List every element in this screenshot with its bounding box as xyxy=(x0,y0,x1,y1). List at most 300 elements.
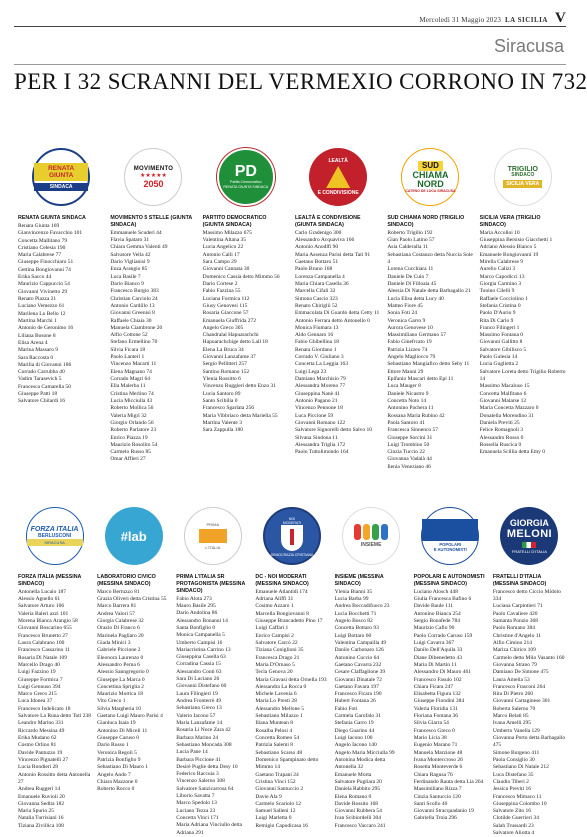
list-title: DC - NOI MODERATI (MESSINA SINDACO) xyxy=(255,574,309,587)
candidate-entry: Luciano Tezza 23 xyxy=(176,807,216,814)
candidate-entry: Mauro Basile 295 xyxy=(176,602,216,609)
candidate-entry: Carmelo Russo 85 xyxy=(110,449,151,456)
crusader-shield-icon xyxy=(281,525,303,551)
candidate-entry: Maria Calabrese 77 xyxy=(18,252,62,259)
candidate-entry: Roberto Trigilio 192 xyxy=(387,229,433,236)
candidate-entry: Paolo Lanteri 1 xyxy=(110,354,145,361)
candidate-list xyxy=(335,589,408,830)
candidate-entry: Mario Licia 38 xyxy=(413,735,447,741)
candidate-entry: Alfio Cottone 52 xyxy=(110,332,148,339)
forza-italia-logo: FORZA ITALIA BERLUSCONI SIRACUSA xyxy=(26,507,84,565)
candidate-entry: Lucia Bocchetti 71 xyxy=(334,610,377,617)
candidate-entry: Antonio de Geronimo 16 xyxy=(18,325,74,332)
candidate-entry: Luca Mauger 8 xyxy=(387,383,421,390)
candidate-entry: Giuseppe Fiondini 384 xyxy=(413,698,465,705)
candidate-entry: Franco Filingeri 1 xyxy=(479,324,520,331)
sicily-shape-icon xyxy=(199,529,227,543)
candidate-entry: Giuseppe Formica 7 xyxy=(18,676,63,683)
candidate-entry: Luigi Lega 23 xyxy=(295,368,327,375)
candidate-entry: Liliana Bosone 8 xyxy=(18,332,56,339)
top-rule xyxy=(14,26,566,27)
candidate-entry: Valeria Floridia 131 xyxy=(413,705,458,712)
list-column xyxy=(110,148,196,471)
candidate-entry: Vincenzo Pignatelli 27 xyxy=(18,756,69,763)
list-title: INSIEME (MESSINA SINDACO) xyxy=(334,574,384,587)
candidate-entry: Rosaria Li Noce Zara 42 xyxy=(176,727,231,734)
candidate-entry: Vito Greco 1 xyxy=(97,698,126,705)
candidate-entry: Concetta Mallitano 79 xyxy=(18,237,68,244)
candidate-entry: Maurizio Cappuccio 54 xyxy=(18,281,70,288)
candidate-entry: Ettore Manni 29 xyxy=(387,368,424,375)
candidate-entry: Giuseppina Nanè 41 xyxy=(295,390,340,397)
candidate-entry: Tiziana Coniglioni 35 xyxy=(255,647,304,654)
candidate-entry: Sergio Bonafede 784 xyxy=(413,618,461,624)
candidate-entry: Sonia Foti 24 xyxy=(387,310,417,317)
candidate-entry: Laura Filingieri 19 xyxy=(176,690,218,697)
candidate-entry: Salvatore Chilardi 16 xyxy=(18,398,66,405)
candidate-entry: Salvatore Pugliara 20 xyxy=(334,778,382,785)
candidate-entry: Liborio Savatta 7 xyxy=(176,793,215,800)
candidate-entry: Umberto Campisi 16 xyxy=(176,639,223,646)
paper-name: LA SICILIA xyxy=(505,16,548,24)
candidate-entry: Gaetano Favara 197 xyxy=(334,683,379,690)
candidate-entry: Concetta Romeo 54 xyxy=(255,735,300,741)
candidate-entry: Paolo Tuttolimondo 164 xyxy=(295,449,349,456)
candidate-entry: Luigi Fazzino 19 xyxy=(18,669,56,676)
candidate-entry: Giovanni Greenisi 8 xyxy=(110,310,155,317)
candidate-entry: Francesca Camarella 50 xyxy=(18,383,71,390)
candidate-entry: Ferdinando Rauta detta Lia 264 xyxy=(413,778,484,785)
emblem-band-icon xyxy=(422,519,478,541)
candidate-entry: Maurizio Rosolito 54 xyxy=(110,441,158,448)
candidate-entry: Renato Piazza 21 xyxy=(18,296,57,302)
candidate-entry: Chiara Ragusa 76 xyxy=(413,771,453,778)
candidate-entry: Veronica Regoli 5 xyxy=(97,749,137,756)
candidate-entry: Francesco Indelicato 18 xyxy=(18,705,71,712)
list-column xyxy=(480,148,566,471)
candidate-list xyxy=(97,589,170,794)
masthead xyxy=(0,0,587,94)
candidate-entry: Sebastiano Di Natale 212 xyxy=(492,764,549,771)
candidate-entry: Stefania Garro 19 xyxy=(334,720,374,727)
hands-icon xyxy=(354,524,388,540)
list-title: PARTITO DEMOCRATICO (GIUNTA SINDACA) xyxy=(202,215,267,228)
candidate-entry: Vincenzo Pennone 18 xyxy=(295,405,343,412)
candidate-entry: Cesare Claffaglione 39 xyxy=(334,669,386,676)
candidate-entry: Giovanni Lanzafame 37 xyxy=(202,354,256,361)
list-title: SICILIA VERA (TRIGILIO SINDACO) xyxy=(479,215,541,228)
candidate-entry: Daniele Di Filloaia 45 xyxy=(387,280,437,287)
candidate-entry: Francesca Sinnenco 57 xyxy=(387,427,439,434)
candidate-entry: Alessandro Mellone 5 xyxy=(255,705,304,712)
candidate-entry: Marco Barrera 81 xyxy=(97,603,137,610)
list-column xyxy=(335,507,408,837)
candidate-entry: Valerio Iacono 57 xyxy=(176,712,216,719)
candidate-entry: Aurelio Calizi 3 xyxy=(479,266,516,273)
candidate-entry: Luca Basile 7 xyxy=(110,273,141,280)
candidate-entry: Giovanna Vadalà 44 xyxy=(387,456,432,463)
candidate-entry: Giovanni Boscarino 655 xyxy=(18,625,72,632)
list-title: FRATELLI D'ITALIA (MESSINA SINDACO) xyxy=(492,574,547,587)
candidate-entry: Giorgia Calabrese 32 xyxy=(97,618,144,624)
candidate-entry: Raffaele Chiaia 30 xyxy=(110,317,152,324)
candidate-entry: Renata Giunta 169 xyxy=(18,222,60,229)
candidate-entry: Adriana Aliffi 31 xyxy=(255,596,294,603)
candidate-list xyxy=(176,596,249,837)
candidate-entry: Emanuele Bongiovanni 19 xyxy=(479,251,539,258)
candidate-entry: Eleonora Laurenzo 0 xyxy=(97,654,144,661)
candidate-entry: Ylenia Bianni 35 xyxy=(334,588,373,595)
candidate-entry: Lucia Angelico 22 xyxy=(202,244,244,251)
candidate-entry: Rossella Ruscica 0 xyxy=(479,441,522,448)
candidate-entry: Emmacolata Di Guardo detta Cetty 11 xyxy=(295,310,380,317)
candidate-entry: Renata Giordano 1 xyxy=(295,346,337,353)
candidate-entry: Carmelo Scariolo 12 xyxy=(255,800,301,807)
candidate-entry: Giovanni Distefano 60 xyxy=(176,683,227,690)
renata-giunta-logo: RENATA GIUNTA SINDACA xyxy=(32,148,90,206)
candidate-entry: Giovanni Cartaginese 301 xyxy=(492,698,551,705)
candidate-entry: Dario Andolina 86 xyxy=(176,610,218,617)
candidate-entry: Marco Capodicci 13 xyxy=(479,273,525,280)
candidate-entry: Marilia di Giovanni 186 xyxy=(18,361,72,368)
candidate-entry: Luigi Marletta 0 xyxy=(255,815,292,822)
candidate-entry: Emanuele Ruvioli 20 xyxy=(18,793,65,800)
candidate-entry: Chiara Gemma Valenti 49 xyxy=(110,244,168,251)
candidate-entry: Lucia Pane 14 xyxy=(176,749,208,756)
candidate-entry: Giovanna Porto detta Barbagallo 475 xyxy=(492,735,566,749)
candidate-entry: Paolo Cavaliere 420 xyxy=(492,610,538,617)
candidate-entry: Antonio Rossitto detta Antonella 27 xyxy=(18,771,91,785)
candidate-list xyxy=(255,589,328,830)
candidate-entry: Giuseppe Brancadetto Pino 17 xyxy=(255,618,323,624)
candidate-entry: Giuseppe Sorcini 31 xyxy=(387,434,433,441)
candidate-entry: Enza Arangio 85 xyxy=(110,266,148,273)
candidate-entry: Massimo Fontana 0 xyxy=(479,332,524,339)
candidate-entry: Gettina Bongiovanni 74 xyxy=(18,266,71,273)
candidate-entry: Laura Calabrano 100 xyxy=(18,639,65,646)
candidate-entry: Lucia Santoro 89 xyxy=(202,390,241,397)
candidate-entry: Luciano Vemezzo 61 xyxy=(18,303,65,310)
candidate-entry: Marcella Cifali 32 xyxy=(295,288,336,295)
candidate-list xyxy=(18,223,104,406)
candidate-entry: Maurizio Cafio 90 xyxy=(413,625,455,632)
list-column xyxy=(387,148,473,471)
candidate-entry: Alessio Agnello 61 xyxy=(18,596,61,603)
candidate-entry: Manuela Marzione 48 xyxy=(413,749,463,756)
candidate-entry: Maria Assenza Parisi detta Tati 91 xyxy=(295,251,371,258)
candidate-entry: Gaetano Luigi Mauro Parisi 4 xyxy=(97,713,163,720)
candidate-entry: Monica Campanella 5 xyxy=(176,632,225,639)
candidate-entry: Giuseppina Casella 63 xyxy=(176,654,226,661)
candidate-entry: Vadim Tarasevich 5 xyxy=(18,376,62,383)
lealta-condivisione-logo: LEALTÀ E CONDIVISIONE xyxy=(309,148,367,206)
dc-noi-moderati-logo: NOI MODERATI DEMOCRAZIA CRISTIANA xyxy=(263,507,321,565)
candidate-entry: Gian Paolo Latino 57 xyxy=(387,237,435,244)
candidate-entry: Mariza Chirico 109 xyxy=(492,647,536,654)
candidate-entry: Chiara Ficara 247 xyxy=(413,683,454,690)
candidate-entry: Antonino Cuccio 64 xyxy=(334,654,380,661)
list-column xyxy=(255,507,328,837)
candidate-entry: Marcello Drago 40 xyxy=(18,661,60,668)
candidate-entry: Luigi Bottaro 60 xyxy=(334,632,372,639)
candidate-entry: Gabriella Troia 296 xyxy=(413,815,457,822)
candidate-entry: Francesco Sgarlata 256 xyxy=(202,405,254,412)
candidate-entry: Leandro Marino 331 xyxy=(18,720,64,727)
candidate-entry: Concettina Spriglia 2 xyxy=(97,683,144,690)
candidate-entry: Marco Belati 85 xyxy=(492,713,529,720)
candidate-entry: Maria Di Martin 11 xyxy=(413,661,457,668)
candidate-entry: Luciana Formica 112 xyxy=(202,295,250,302)
candidate-entry: Rossana Maria Rubino 42 xyxy=(387,412,445,419)
candidate-entry: Claudio Tiberi 2 xyxy=(492,778,529,785)
candidate-entry: Matteo Fiore 45 xyxy=(387,302,423,309)
candidate-entry: Paolo Corrado Caruso 159 xyxy=(413,632,473,639)
candidate-entry: Adriano Alessio Bianco 5 xyxy=(479,244,537,251)
candidate-entry: Paola Consiglio 30 xyxy=(492,756,535,763)
candidate-entry: Salvatore Sanzicarrosa 64 xyxy=(176,785,234,792)
candidate-entry: Salvatore Signorelli detto Salvo 10 xyxy=(295,427,372,434)
candidate-entry: Luciana Carpintieri 71 xyxy=(492,603,543,610)
candidate-entry: Lorenza Campanella 4 xyxy=(295,273,345,280)
list-title: MOVIMENTO 5 STELLE (GIUNTA SINDACA) xyxy=(110,215,193,228)
candidate-entry: Ilenia Veneziano 46 xyxy=(387,463,431,470)
candidate-entry: Rosaria Giaccone 57 xyxy=(202,310,249,317)
candidate-entry: Felice Romagnoli 3 xyxy=(479,427,524,434)
candidate-entry: Francesco detto Ciccio Midolo 334 xyxy=(492,588,561,603)
insieme-logo: INSIEME xyxy=(342,507,400,565)
candidate-entry: Orazio Di Franco 6 xyxy=(97,625,140,632)
candidate-entry: Francesco Fasulo 102 xyxy=(413,676,462,683)
candidate-entry: Cristiano Celesia 190 xyxy=(18,244,66,251)
candidate-entry: Marinela Pagliaro 20 xyxy=(97,632,144,639)
candidate-entry: Giorgia Carmino 3 xyxy=(479,280,522,287)
candidate-entry: Antonio Ferrara detto Antonello 0 xyxy=(295,317,370,324)
candidate-entry: Ivana Amelli 295 xyxy=(492,720,532,727)
candidate-entry: Ella Malerba 11 xyxy=(110,383,146,390)
stars-icon: ★★★★★ xyxy=(140,172,167,179)
candidate-entry: Alessandro Bonanni 14 xyxy=(176,617,228,624)
dateline xyxy=(419,10,566,27)
candidate-entry: Francesco Cassarino 11 xyxy=(18,647,71,654)
candidate-entry: Salah Trussardi 23 xyxy=(492,822,534,829)
candidate-entry: Giovanna Strano 79 xyxy=(492,661,537,668)
candidate-entry: Salvatore Carcò 22 xyxy=(255,639,298,646)
candidate-entry: Alfio Cimino 214 xyxy=(492,639,532,646)
candidate-entry: Desirè Puglie detta Desy 10 xyxy=(176,763,238,770)
candidate-entry: Alessia Di Natale detta Barbagallo 21 xyxy=(387,288,471,295)
list-column xyxy=(203,148,289,471)
partito-democratico-logo: PD Partito Democratico RENATA GIUNTA SINDACA xyxy=(217,148,275,206)
candidate-entry: Mirella Calabrese 9 xyxy=(479,259,524,265)
candidate-entry: Massimiliano Germano 57 xyxy=(387,332,446,339)
candidate-entry: Salvatore Gibilisco 5 xyxy=(479,346,527,353)
candidate-entry: Raffaele Cocciolino 1 xyxy=(479,295,528,302)
prima-italia-logo: PRIMA L'ITALIA xyxy=(184,507,242,565)
candidate-entry: Cristina Vinci 152 xyxy=(255,778,296,785)
list-title: POPOLARI E AUTONOMISTI (MESSINA SINDACO) xyxy=(413,574,485,587)
triangle-emblem-icon xyxy=(326,166,350,188)
candidate-entry: Giovanni Malarse 12 xyxy=(479,397,527,404)
candidate-entry: Alessandro Perna 6 xyxy=(97,661,140,668)
candidate-entry: Carmela Garofalo 31 xyxy=(334,713,381,720)
candidate-entry: Elena La Bruca 34 xyxy=(202,346,244,353)
candidate-entry: Giuseppe Patti 18 xyxy=(18,391,58,398)
candidate-entry: Patrizia Bonfiglio 9 xyxy=(97,756,141,763)
candidate-entry: Giovanni Vivinetto 29 xyxy=(18,288,68,295)
candidate-entry: Elisa Arena 4 xyxy=(18,339,48,346)
candidate-entry: Alessandra Triglia 172 xyxy=(295,441,346,448)
candidate-entry: Michele Lavenia 6 xyxy=(255,691,297,698)
candidate-entry: Erika Mudano 62 xyxy=(18,735,57,741)
candidate-entry: Giuseppe Caruso 0 xyxy=(97,735,139,741)
candidate-entry: Luigi Iacono 100 xyxy=(334,735,373,741)
candidate-entry: Roberto Mollica 56 xyxy=(110,405,154,412)
candidate-entry: Rita Di Carlo 9 xyxy=(479,317,514,324)
candidate-entry: Marco Spedolo 13 xyxy=(176,800,217,807)
candidate-entry: Danilo Dell'Aquila 33 xyxy=(413,647,463,654)
lists-row-bottom xyxy=(18,507,566,837)
candidate-entry: Giovanni Santuccio 2 xyxy=(255,786,304,793)
candidate-entry: Valentina Campailla 49 xyxy=(334,639,387,646)
candidate-entry: Concetta Malfitano 6 xyxy=(479,390,527,397)
candidate-entry: Damiano De Simone 475 xyxy=(492,669,549,676)
candidate-entry: Damiano Marchisio 79 xyxy=(295,376,346,382)
candidate-entry: Martina Valente 3 xyxy=(202,419,242,426)
candidate-entry: Domenico Cassia detto Mimmo 56 xyxy=(202,273,280,280)
candidate-entry: Corrado Carrubba 40 xyxy=(18,369,65,376)
candidate-entry: Ylenia Rossitto 6 xyxy=(202,376,241,382)
section-letter: V xyxy=(554,10,566,26)
sud-chiama-nord-logo: SUD CHIAMA NORD CATENO DE LUCA SIRACUSA xyxy=(401,148,459,206)
candidate-entry: Daniela Rabbito 295 xyxy=(334,786,381,793)
candidate-list xyxy=(18,589,91,830)
list-title: LABORATORIO CIVICO (MESSINA SINDACO) xyxy=(97,574,156,587)
candidate-entry: Sebastiana Costanzo detta Nuccia Sole 4 xyxy=(387,251,473,265)
candidate-entry: Alessandro Acquaviva 166 xyxy=(295,237,355,244)
candidate-entry: Giorgio Orlando 56 xyxy=(110,419,154,426)
candidate-entry: Daniele De Cuio 7 xyxy=(387,273,429,280)
candidate-entry: Sebastiano Moncada 308 xyxy=(176,741,232,748)
candidate-entry: Vincenzo Macarti 11 xyxy=(110,361,157,368)
candidate-entry: Antonina Modica detta Antonella 32 xyxy=(334,756,386,771)
candidate-entry: Tecla Genova 20 xyxy=(255,669,293,676)
candidate-entry: Daniele Nicastro 9 xyxy=(387,390,429,397)
candidate-entry: Andrea Boccadifuoco 23 xyxy=(334,603,390,610)
candidate-entry: Alessandro Di Mauro 461 xyxy=(413,669,471,676)
candidate-list xyxy=(387,230,473,471)
candidate-entry: Carlo Gradenigo 300 xyxy=(295,229,342,236)
candidate-entry: Francesco Ficara 190 xyxy=(334,691,382,698)
candidate-entry: Fabio Ginefrcato 19 xyxy=(387,339,432,346)
candidate-list xyxy=(480,230,566,457)
candidate-entry: Veronica Garro 9 xyxy=(387,317,426,324)
candidate-entry: Fabio Alota 273 xyxy=(176,595,212,602)
candidate-entry: Salvatore Vella 42 xyxy=(110,251,151,258)
candidate-entry: Grazia Oliveri detta Cristina 55 xyxy=(97,596,167,603)
candidate-entry: Umberto Vanella 129 xyxy=(492,727,540,734)
candidate-entry: Diane Dibenedetto 43 xyxy=(413,654,462,661)
candidate-entry: Silvia Ficara 18 xyxy=(110,346,146,353)
candidate-entry: Lucia Barba 99 xyxy=(334,596,369,603)
candidate-list xyxy=(295,230,381,457)
candidate-entry: Marilena Lo Bello 12 xyxy=(18,310,66,317)
candidate-entry: Gabriele Piccione 2 xyxy=(97,647,141,654)
candidate-entry: Manuela Ciambrone 20 xyxy=(110,324,163,331)
candidate-entry: Roberta Salerno 70 xyxy=(492,705,536,712)
candidate-entry: Massimiliano Rizza 7 xyxy=(413,786,462,793)
list-title: RENATA GIUNTA SINDACA xyxy=(18,215,86,221)
candidate-entry: Giuseppina Colombo 10 xyxy=(492,800,547,807)
candidate-entry: Sebastiano Scarso 48 xyxy=(255,749,303,756)
list-title: PRIMA L'ITALIA SR PROTAGONISTA (MESSINA SINDACO) xyxy=(176,574,246,594)
candidate-entry: Gaetano Trapani 24 xyxy=(255,771,299,778)
candidate-entry: Rosetta Monteverde 6 xyxy=(413,764,463,771)
candidate-entry: Salvatore Loreta detto Trigilio Roberto 14 xyxy=(479,368,566,382)
candidate-entry: Giovanni Rubbera 54 xyxy=(334,808,382,815)
candidate-entry: Samuel Salleni 12 xyxy=(255,808,296,815)
candidate-entry: Floriana Fontana 36 xyxy=(413,713,459,720)
candidate-entry: Elisabetta Figura 132 xyxy=(413,691,461,698)
candidate-entry: Corrado V. Giuliano 3 xyxy=(295,354,344,361)
candidate-entry: Morena Bianca Arangio 58 xyxy=(18,618,78,624)
candidate-entry: Angelo Ando 7 xyxy=(97,771,131,778)
candidate-entry: Clotilde Guerrieri 34 xyxy=(492,815,539,822)
candidate-entry: Domenico Spampinato detto Mimmo 14 xyxy=(255,756,319,771)
candidate-entry: Maria Spurio 25 xyxy=(18,808,55,815)
candidate-entry: Marco Greco 215 xyxy=(18,691,57,698)
candidate-entry: Cinzia Tuccio 22 xyxy=(387,449,425,456)
candidate-list xyxy=(493,589,566,837)
candidate-entry: Lucia Elisa detta Lucy 40 xyxy=(387,295,444,302)
candidate-entry: Patrizia Salemi 8 xyxy=(255,742,293,749)
candidate-entry: Natalia Turrisiani 16 xyxy=(18,815,64,822)
candidate-entry: Giuseppina Bersisio Giacchetti 1 xyxy=(479,237,553,244)
candidate-entry: Tiziana Zivillica 108 xyxy=(18,822,64,829)
candidate-entry: Rita Di Pietro 260 xyxy=(492,691,534,698)
candidate-entry: Alessandra La Rocca 0 xyxy=(255,683,307,690)
candidate-entry: Giovanni Gallitto 8 xyxy=(479,339,523,346)
candidate-entry: Valentina Altana 35 xyxy=(202,237,247,244)
candidate-entry: Giovanni Cannata 30 xyxy=(202,266,250,273)
candidate-entry: Antonio Pagano 21 xyxy=(295,397,338,404)
candidate-entry: Maria Chiara Casella 36 xyxy=(295,280,349,287)
candidate-entry: Stefania Cristina 0 xyxy=(479,302,521,309)
candidate-entry: Massimo Macaluso 15 xyxy=(479,383,530,390)
candidate-entry: Francesco Mimaco 11 xyxy=(492,793,542,800)
candidate-entry: Maurizio Mortica 18 xyxy=(97,691,143,698)
candidate-entry: Diego Guarino 44 xyxy=(334,727,375,734)
laboratorio-civico-logo: #lab xyxy=(105,507,163,565)
candidate-entry: Corrado Magri 64 xyxy=(110,376,151,382)
candidate-entry: Emanuela Scillia detta Emy 0 xyxy=(479,449,546,456)
issue-date: Mercoledì 31 Maggio 2023 xyxy=(419,16,502,24)
candidate-entry: Lucia Rondieri 28 xyxy=(18,764,59,771)
candidate-entry: Gianvincenzo Favacchio 101 xyxy=(18,230,83,237)
candidate-entry: Concetta La Leggia 163 xyxy=(295,361,348,368)
candidate-entry: Sebastiano Greco 13 xyxy=(176,705,222,712)
candidate-entry: Giovanni Romano 122 xyxy=(295,419,346,426)
candidate-entry: Fabio Fazzina 55 xyxy=(202,288,241,295)
candidate-entry: Maria Lo Presti 28 xyxy=(255,698,297,705)
list-title: FORZA ITALIA (MESSINA SINDACO) xyxy=(18,574,82,587)
candidate-entry: Enrico Piazza 19 xyxy=(110,434,148,441)
list-column xyxy=(295,148,381,471)
candidate-entry: Andrea Ruggeri 14 xyxy=(18,786,61,793)
candidate-entry: Emanuela Giuffrida 272 xyxy=(202,317,257,324)
candidate-entry: Valeria Migri 32 xyxy=(110,412,147,419)
candidate-entry: Flavia Spataro 31 xyxy=(110,237,150,244)
candidate-entry: Rosalba Pelosi 4 xyxy=(255,727,293,734)
